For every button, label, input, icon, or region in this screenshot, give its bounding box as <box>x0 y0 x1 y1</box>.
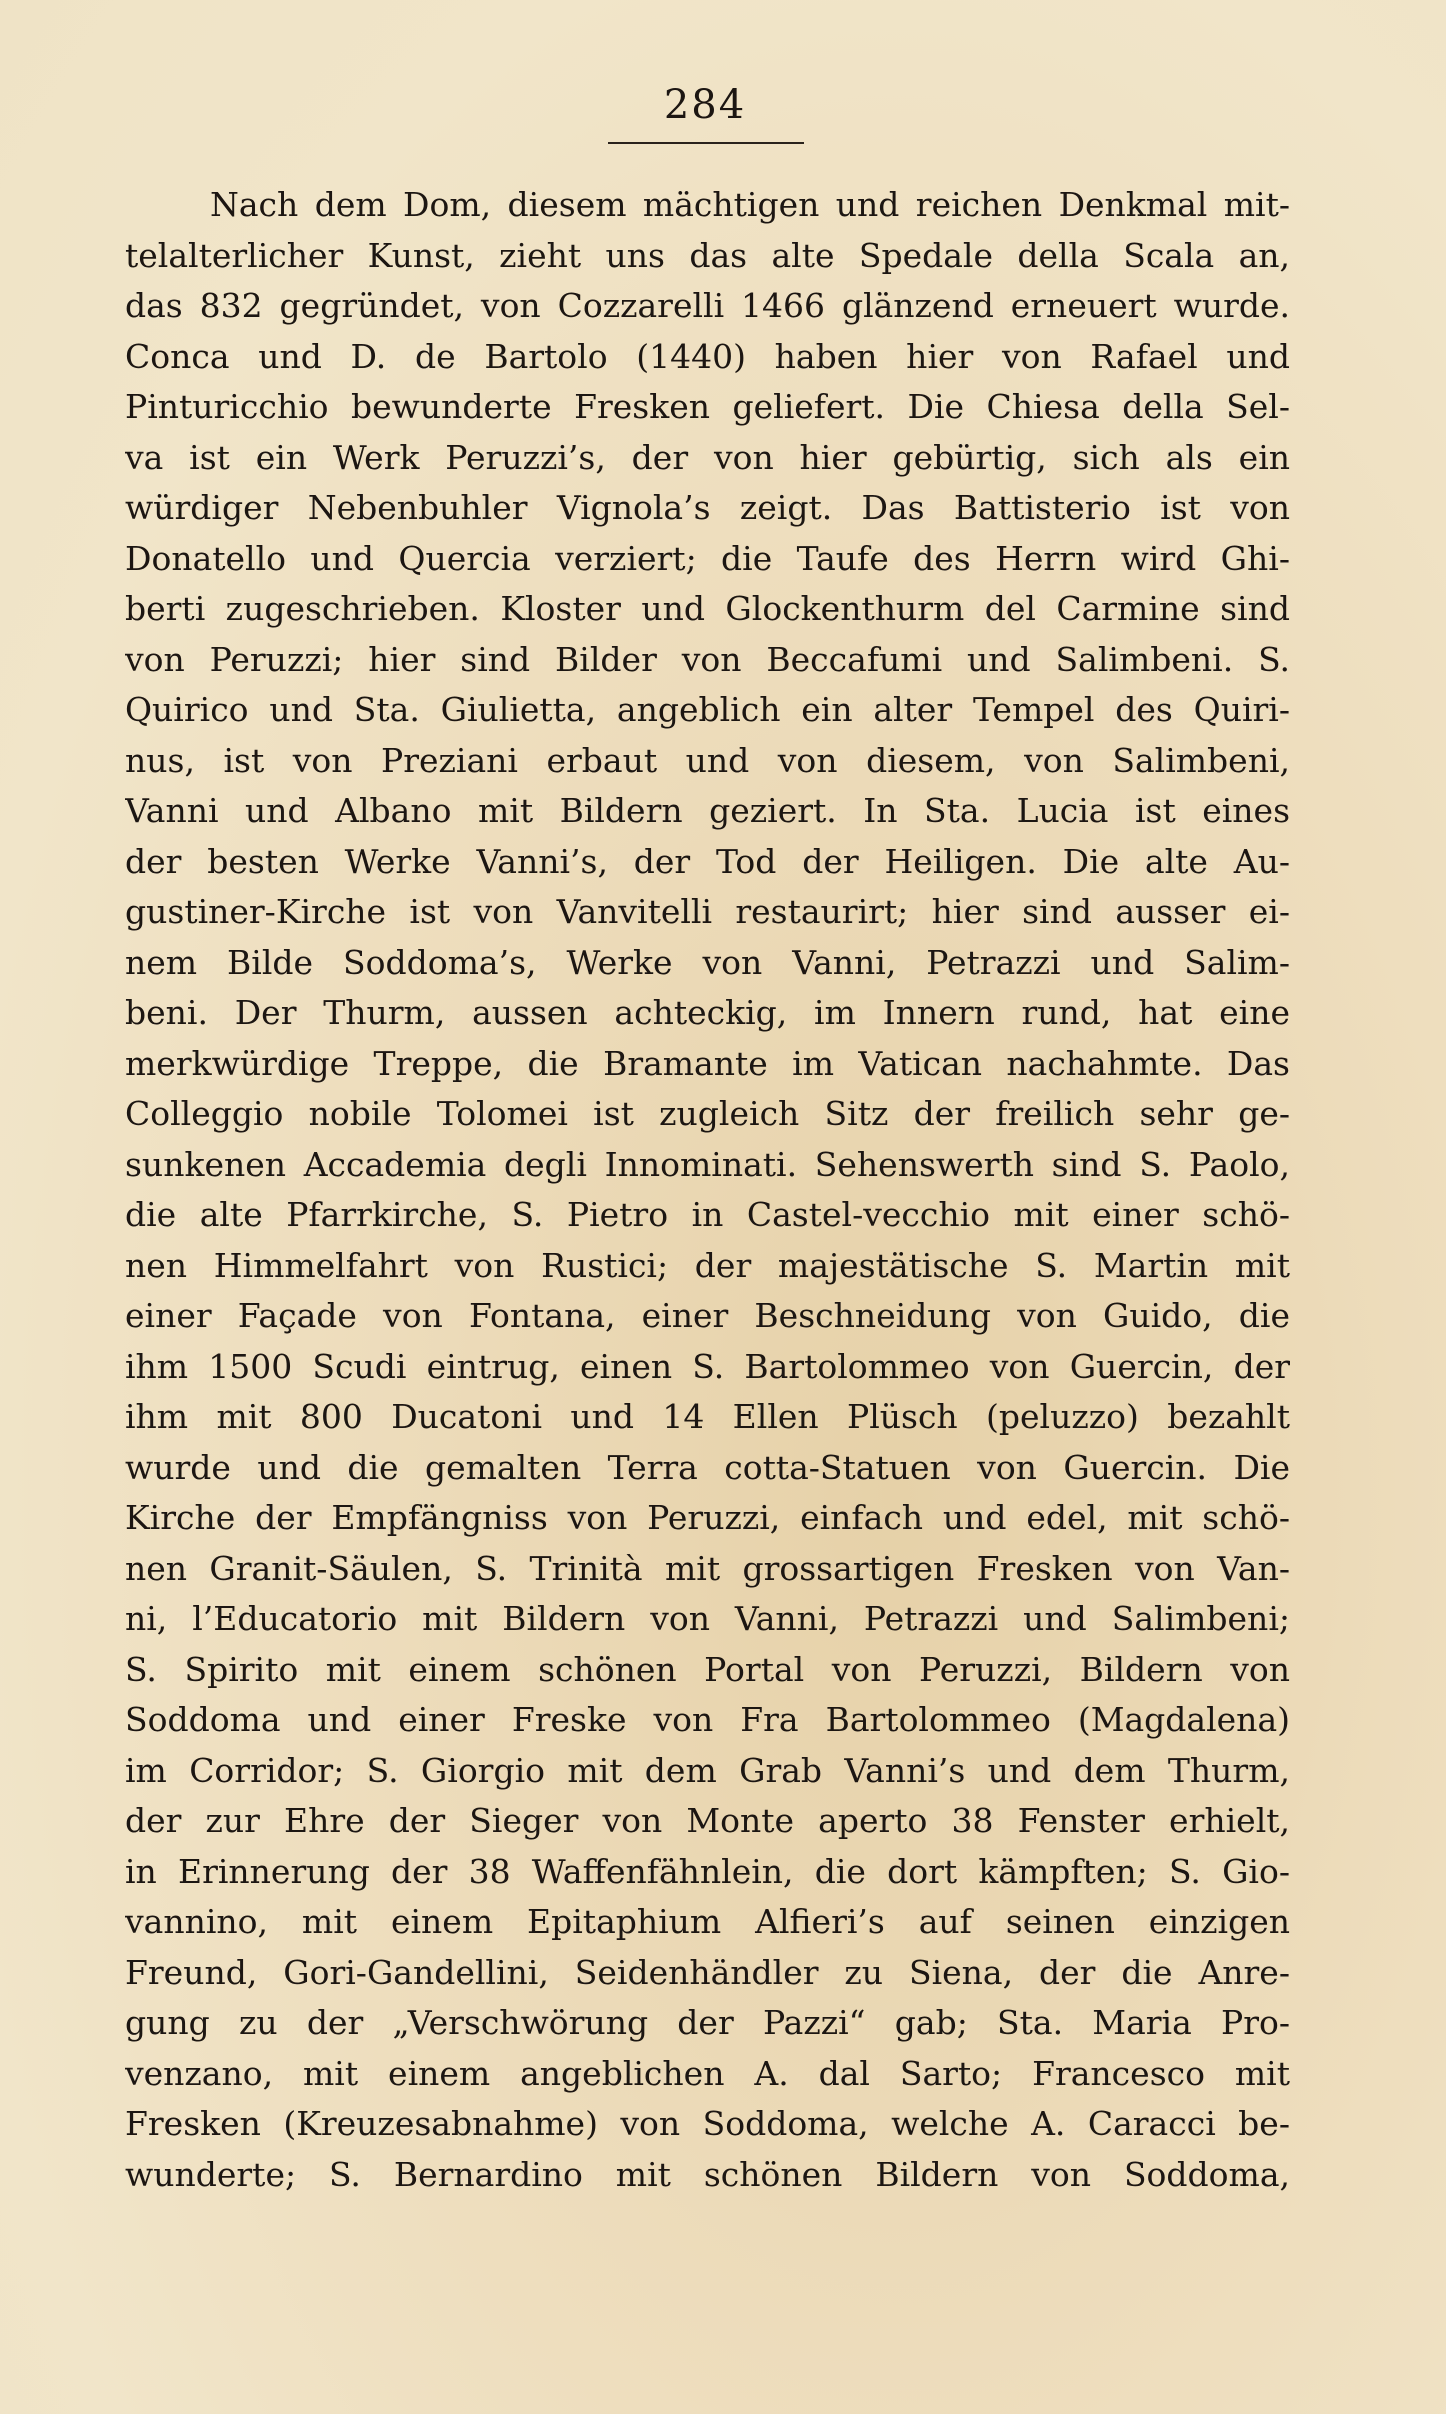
text-line: sunkenen Accademia degli Innominati. Sehenswerth sind S. Paolo, <box>125 1144 1290 1184</box>
text-line: ihm 1500 Scudi eintrug, einen S. Bartolommeo von Guercin, der <box>125 1346 1290 1386</box>
text-line: Donatello und Quercia verziert; die Taufe des Herrn wird Ghi- <box>125 538 1290 578</box>
text-line: der besten Werke Vanni’s, der Tod der Heiligen. Die alte Au- <box>125 841 1290 881</box>
text-line: würdiger Nebenbuhler Vignola’s zeigt. Das Battisterio ist von <box>125 488 1290 527</box>
text-line: nen Granit-Säulen, S. Trinità mit grossartigen Fresken von Van- <box>125 1548 1290 1588</box>
text-line: einer Façade von Fontana, einer Beschneidung von Guido, die <box>125 1296 1290 1335</box>
text-line: nem Bilde Soddoma’s, Werke von Vanni, Petrazzi und Salim- <box>125 942 1290 982</box>
text-line: von Peruzzi; hier sind Bilder von Beccafumi und Salimbeni. S. <box>125 639 1290 679</box>
text-line: va ist ein Werk Peruzzi’s, der von hier gebürtig, sich als ein <box>125 437 1290 477</box>
text-line: Colleggio nobile Tolomei ist zugleich Sitz der freilich sehr ge- <box>125 1094 1290 1133</box>
text-line: gustiner-Kirche ist von Vanvitelli restaurirt; hier sind ausser ei- <box>125 892 1290 931</box>
text-line: ihm mit 800 Ducatoni und 14 Ellen Plüsch (peluzzo) bezahlt <box>125 1397 1290 1436</box>
text-line: vannino, mit einem Epitaphium Alfieri’s auf seinen einzigen <box>125 1902 1290 1941</box>
page-number: 284 <box>663 82 747 128</box>
text-line: der zur Ehre der Sieger von Monte aperto 38 Fenster erhielt, <box>125 1801 1290 1840</box>
text-line: merkwürdige Treppe, die Bramante im Vatican nachahmte. Das <box>125 1043 1290 1083</box>
text-line: venzano, mit einem angeblichen A. dal Sarto; Francesco mit <box>125 2053 1290 2093</box>
text-line: Pinturicchio bewunderte Fresken geliefert. Die Chiesa della Sel- <box>125 387 1290 426</box>
text-line: Soddoma und einer Freske von Fra Bartolommeo (Magdalena) <box>125 1700 1290 1739</box>
text-line: nus, ist von Preziani erbaut und von diesem, von Salimbeni, <box>125 740 1290 780</box>
text-line: Kirche der Empfängniss von Peruzzi, einfach und edel, mit schö- <box>125 1498 1290 1537</box>
text-line: die alte Pfarrkirche, S. Pietro in Castel-vecchio mit einer schö- <box>125 1195 1290 1234</box>
text-line: nen Himmelfahrt von Rustici; der majestätische S. Martin mit <box>125 1245 1290 1285</box>
text-line: Nach dem Dom, diesem mächtigen und reichen Denkmal mit- <box>210 185 1290 224</box>
text-line: telalterlicher Kunst, zieht uns das alte Spedale della Scala an, <box>125 235 1290 275</box>
text-line: Quirico und Sta. Giulietta, angeblich ein alter Tempel des Quiri- <box>125 690 1290 729</box>
text-line: wunderte; S. Bernardino mit schönen Bildern von Soddoma, <box>125 2154 1290 2194</box>
text-line: im Corridor; S. Giorgio mit dem Grab Vanni’s und dem Thurm, <box>125 1750 1290 1790</box>
text-line: das 832 gegründet, von Cozzarelli 1466 glänzend erneuert wurde. <box>125 286 1290 325</box>
text-line: Vanni und Albano mit Bildern geziert. In Sta. Lucia ist eines <box>125 791 1290 830</box>
header-rule <box>608 142 804 144</box>
text-line: gung zu der „Verschwörung der Pazzi“ gab; Sta. Maria Pro- <box>125 2003 1290 2042</box>
text-line: wurde und die gemalten Terra cotta-Statuen von Guercin. Die <box>125 1447 1290 1487</box>
text-line: Conca und D. de Bartolo (1440) haben hier von Rafael und <box>125 336 1290 376</box>
text-line: beni. Der Thurm, aussen achteckig, im Innern rund, hat eine <box>125 993 1290 1032</box>
text-line: ni, l’Educatorio mit Bildern von Vanni, Petrazzi und Salimbeni; <box>125 1599 1290 1638</box>
text-line: Freund, Gori-Gandellini, Seidenhändler zu Siena, der die Anre- <box>125 1952 1290 1992</box>
text-line: Fresken (Kreuzesabnahme) von Soddoma, welche A. Caracci be- <box>125 2104 1290 2143</box>
text-line: berti zugeschrieben. Kloster und Glockenthurm del Carmine sind <box>125 589 1290 628</box>
text-line: S. Spirito mit einem schönen Portal von Peruzzi, Bildern von <box>125 1649 1290 1689</box>
text-line: in Erinnerung der 38 Waffenfähnlein, die dort kämpften; S. Gio- <box>125 1851 1290 1891</box>
body-text <box>125 180 1290 2200</box>
